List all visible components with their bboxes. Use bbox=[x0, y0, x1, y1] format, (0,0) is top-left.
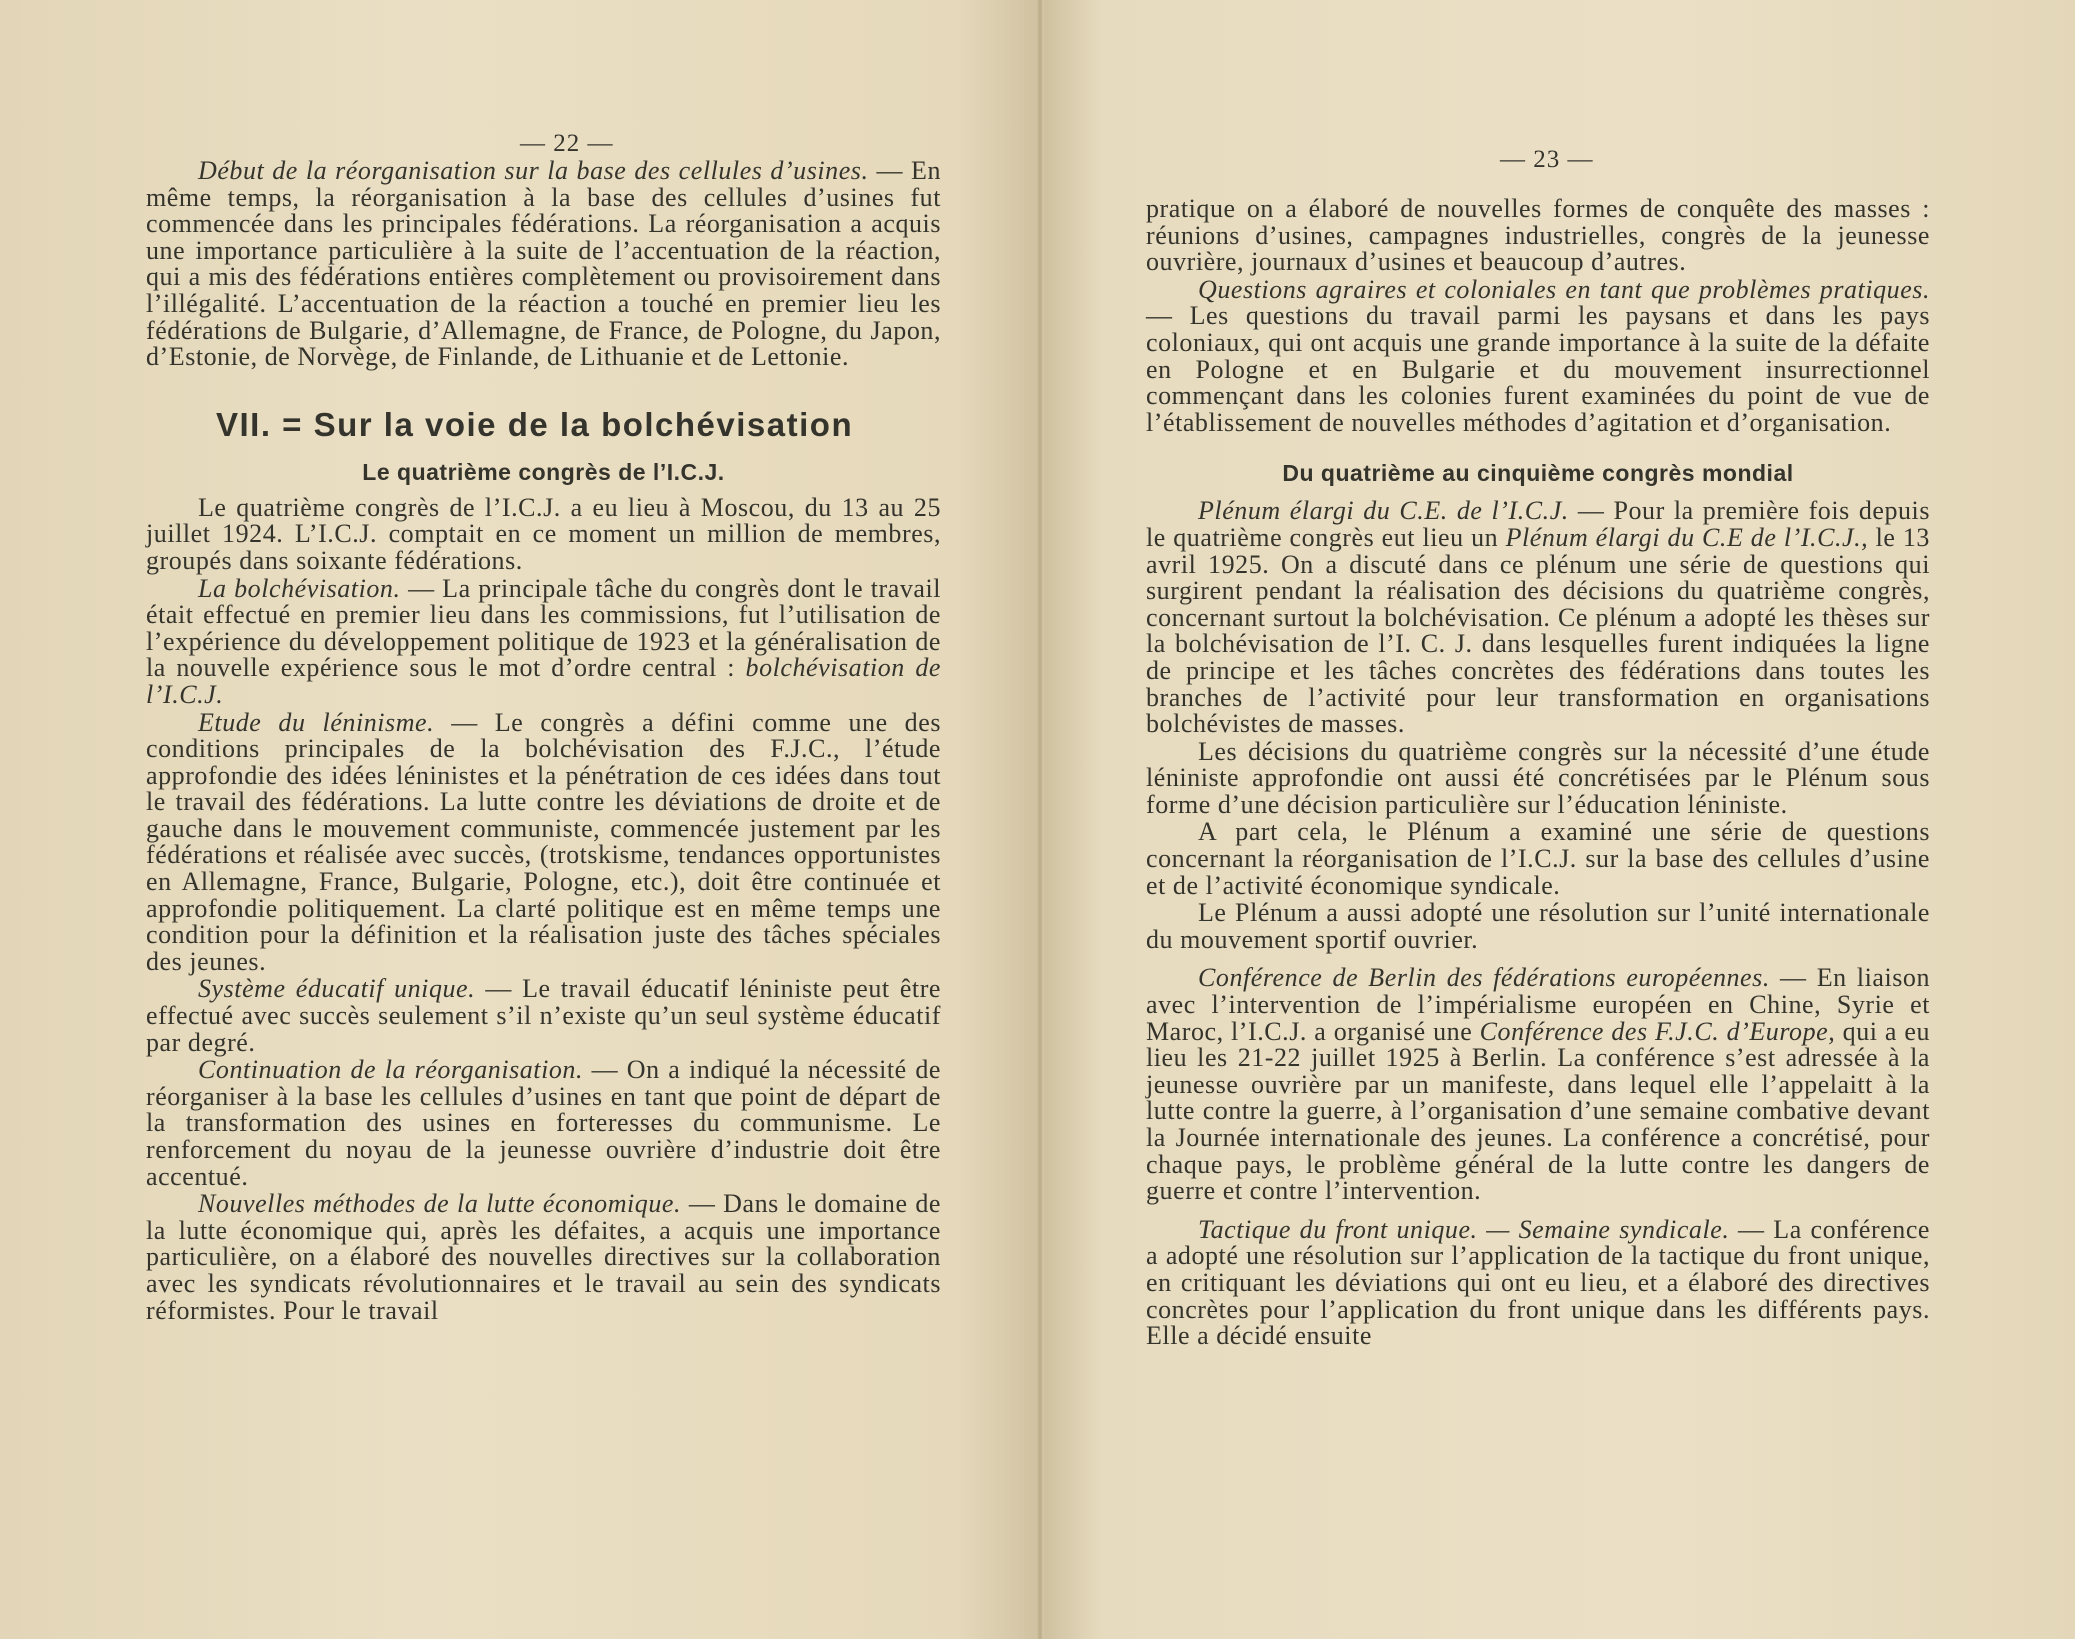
body-text: — On a indiqué la nécessité de réorganiser à la base les cellules d’usines en tant que point de départ de la transformation des usines en forteresses du communisme. Le renforcement du noyau de la jeunesse ouvrière d’industrie doit être accentué. bbox=[146, 1055, 941, 1191]
italic-lead-text: Tactique du front unique. — Semaine syndicale. bbox=[1198, 1214, 1730, 1244]
body-text: — Le travail éducatif léniniste peut être effectué avec succès seulement s’il n’existe qu’un seul système éducatif par degré. bbox=[146, 974, 942, 1057]
italic-lead-text: Conférence des F.J.C. d’Europe, bbox=[1479, 1016, 1836, 1046]
body-text: Le quatrième congrès de l’I.C.J. a eu lieu à Moscou, du 13 au 25 juillet 1924. L’I.C.J. comptait en ce moment un million de membres, groupés dans soixante fédérations. bbox=[146, 492, 941, 575]
paragraph bbox=[146, 707, 941, 976]
body-text: — Pour la première fois depuis le quatrième congrès eut lieu un bbox=[1146, 496, 1930, 552]
book-gutter bbox=[1036, 0, 1044, 1639]
paragraph bbox=[146, 1057, 941, 1190]
paragraph bbox=[146, 976, 941, 1056]
italic-lead-text: Nouvelles méthodes de la lutte économique. bbox=[198, 1189, 682, 1219]
italic-lead-text: Etude du léninisme. bbox=[198, 707, 435, 737]
body-text: Le Plénum a aussi adopté une résolution sur l’unité internationale du mouvement sportif ouvrier. bbox=[1146, 898, 1930, 954]
paragraph bbox=[1146, 965, 1930, 1204]
body-text: — Les questions du travail parmi les paysans et dans les pays coloniaux, qui ont acquis une grande importance à la suite de la défaite en Pologne et en Bulgarie et du mouvement insurrectionnel commençant dans les colonies furent examinées du point de vue de l’établissement de nouvelles méthodes d’agitation et d’organisation. bbox=[1146, 301, 1930, 437]
page-number: — 23 — bbox=[1500, 146, 1594, 173]
body-text: A part cela, le Plénum a examiné une série de questions concernant la réorganisation de l’I.C.J. sur la base des cellules d’usine et de l’activité économique syndicale. bbox=[1146, 817, 1930, 900]
italic-lead-text: bolchévisation de l’I.C.J. bbox=[146, 653, 941, 709]
italic-lead-text: Plénum élargi du C.E de l’I.C.J., bbox=[1505, 522, 1869, 552]
italic-lead-text: Système éducatif unique. bbox=[198, 974, 476, 1004]
paragraph bbox=[1146, 736, 1930, 819]
paragraph bbox=[1146, 196, 1930, 276]
section-heading: Du quatrième au cinquième congrès mondial bbox=[1282, 460, 1794, 487]
italic-lead-text: Début de la réorganisation sur la base des cellules d’usines. bbox=[198, 156, 869, 185]
chapter-heading: VII. = Sur la voie de la bolchévisation bbox=[216, 405, 854, 443]
body-text: qui a eu lieu les 21-22 juillet 1925 à Berlin. La conférence s’est adressée à la jeunesse ouvrière par un manifeste, dans lequel elle l’appelaitt à la lutte contre la guerre, à l’organisation d’une semaine combative devant la Journée internationale des jeunes. La conférence a concrétisé, pour chaque pays, le problème général de la lutte contre les dangers de guerre et contre l’intervention. bbox=[1146, 1016, 1930, 1206]
paragraph bbox=[146, 158, 941, 371]
italic-lead-text: Conférence de Berlin des fédérations européennes. bbox=[1198, 963, 1770, 993]
body-text: — En liaison avec l’intervention de l’impérialisme européen en Chine, Syrie et Maroc, l’I.C.J. a organisé une bbox=[1146, 963, 1930, 1046]
body-text: — Le congrès a défini comme une des conditions principales de la bolchévisation des F.J.C., l’étude approfondie des idées léninistes et la pénétration de ces idées dans tout le travail des fédérations. La lutte contre les déviations de droite et de gauche dans le mouvement communiste, commencée justement par les fédérations et réalisée avec succès, (trotskisme, tendances opportunistes en Allemagne, France, Bulgarie, Pologne, etc.), doit être continuée et approfondie politiquement. La clarté politique est en même temps une condition pour la définition et la réalisation juste des tâches spéciales des jeunes. bbox=[146, 707, 941, 976]
body-text: — La principale tâche du congrès dont le travail était effectué en premier lieu dans les commissions, fut l’utilisation de l’expérience du développement politique de 1923 et la généralisation de la nouvelle expérience sous le mot d’ordre central : bbox=[146, 573, 942, 683]
paragraph bbox=[1146, 819, 1930, 899]
body-text: Les décisions du quatrième congrès sur la nécessité d’une étude léniniste approfondie ont aussi été concrétisées par le Plénum sous forme d’une décision particulière sur l’éducation léniniste. bbox=[1146, 736, 1930, 819]
paragraph bbox=[1146, 900, 1930, 953]
section-heading: Le quatrième congrès de l’I.C.J. bbox=[362, 458, 725, 485]
body-text: — La conférence a adopté une résolution sur l’application de la tactique du front unique, en critiquant les déviations qui ont eu lieu, et a élaboré des directives concrètes pour l’application du front unique dans les différents pays. Elle a décidé ensuite bbox=[1146, 1214, 1930, 1351]
paragraph bbox=[1146, 1214, 1930, 1351]
italic-lead-text: La bolchévisation. bbox=[198, 573, 401, 603]
body-text: — En même temps, la réorganisation à la base des cellules d’usines fut commencée dans les principales fédérations. La réorganisation a acquis une importance particulière à la suite de l’accentuation de la réaction, qui a mis des fédérations entières complètement ou provisoirement dans l’illégalité. L’accentuation de la réaction a touché en premier lieu les fédérations de Bulgarie, d’Allemagne, de France, de Pologne, du Japon, d’Estonie, de Norvège, de Finlande, de Lithuanie et de Lettonie. bbox=[146, 156, 941, 372]
right-page bbox=[1040, 0, 2075, 1639]
italic-lead-text: Plénum élargi du C.E. de l’I.C.J. bbox=[1198, 496, 1569, 526]
paragraph bbox=[146, 573, 942, 709]
left-page-text bbox=[146, 158, 941, 1325]
page-number: — 22 — bbox=[520, 130, 614, 157]
body-text: pratique on a élaboré de nouvelles formes de conquête des masses : réunions d’usines, campagnes industrielles, congrès de la jeunesse ouvrière, journaux d’usines et beaucoup d’autres. bbox=[1146, 194, 1930, 277]
body-text: — Dans le domaine de la lutte économique qui, après les défaites, a acquis une importance particulière, on a élaboré des nouvelles directives sur la collaboration avec les syndicats révolutionnaires et le travail au sein des syndicats réformistes. Pour le travail bbox=[146, 1189, 941, 1325]
italic-lead-text: Questions agraires et coloniales en tant que problèmes pratiques. bbox=[1198, 274, 1930, 304]
italic-lead-text: Continuation de la réorganisation. bbox=[198, 1055, 584, 1085]
paragraph bbox=[146, 492, 941, 575]
paragraph bbox=[146, 1191, 941, 1324]
paragraph bbox=[1146, 274, 1930, 437]
body-text: le 13 avril 1925. On a discuté dans ce plénum une série de questions qui surgirent pendant la réalisation des décisions du quatrième congrès, concernant surtout la bolchévisation. Ce plénum a adopté les thèses sur la bolchévisation de l’I. C. J. dans lesquelles furent indiquées la ligne de principe et les tâches concrètes des fédérations dans toutes les branches de l’activité pour leur transformation en organisations bolchévistes de masses. bbox=[1146, 522, 1930, 739]
right-page-text bbox=[1146, 196, 1930, 1351]
paragraph bbox=[1146, 498, 1930, 737]
